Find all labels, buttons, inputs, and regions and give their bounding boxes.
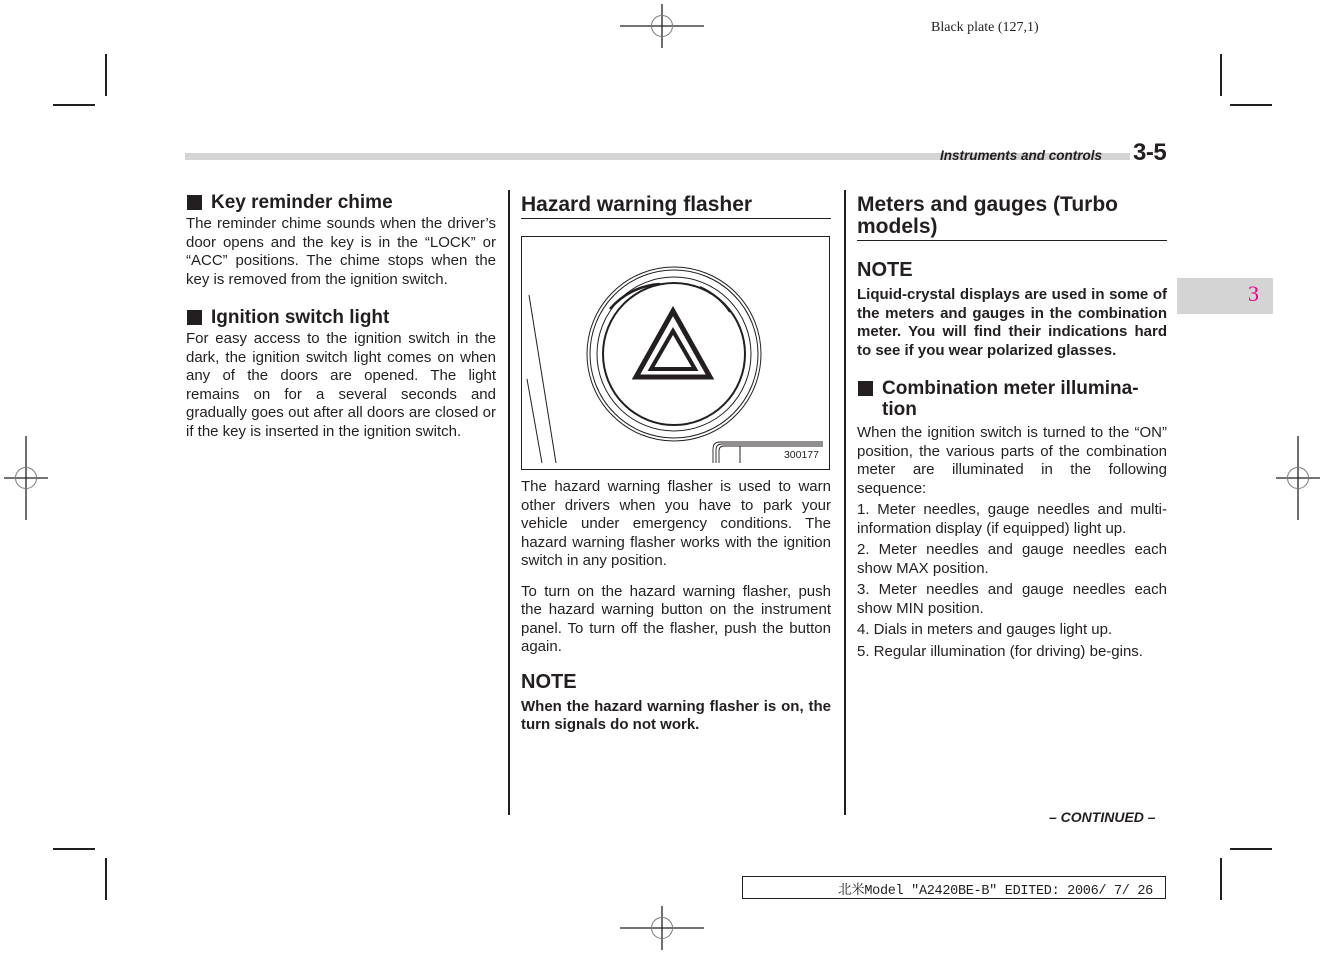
square-bullet-icon [187, 310, 202, 325]
registration-mark-icon [620, 888, 704, 972]
hazard-button-figure [521, 236, 830, 470]
column-divider [844, 190, 846, 815]
note-heading: NOTE [521, 670, 577, 693]
list-item: 2. Meter needles and gauge needles each show MAX position. [857, 541, 1167, 577]
crop-mark [53, 848, 95, 850]
crop-mark [105, 54, 107, 96]
paragraph: The hazard warning flasher is used to warn other drivers when you have to park your vehicle under emergency conditions. The hazard warning flasher works with the ignition switch in any position. [521, 478, 831, 569]
plate-label: Black plate (127,1) [931, 20, 1039, 35]
list-item: 1. Meter needles, gauge needles and multi-information display (if equipped) light up. [857, 501, 1167, 537]
crop-mark [105, 858, 107, 900]
hazard-warning-button-icon [522, 237, 829, 469]
note-heading: NOTE [857, 259, 913, 281]
crop-mark [1220, 54, 1222, 96]
column-3 [857, 188, 1167, 664]
square-bullet-icon [187, 195, 202, 210]
column-1 [186, 188, 496, 453]
figure-code: 300177 [783, 449, 819, 461]
square-bullet-icon [858, 381, 873, 396]
registration-mark-icon [620, 0, 704, 70]
list-item: 3. Meter needles and gauge needles each show MIN position. [857, 581, 1167, 617]
crop-mark [53, 104, 95, 106]
chapter-number: 3 [1248, 281, 1259, 306]
note-text: When the hazard warning flasher is on, the turn signals do not work. [521, 697, 831, 733]
column-divider [508, 190, 510, 815]
registration-mark-icon [1256, 436, 1327, 520]
section-ignition-switch-light [186, 307, 496, 441]
column-2 [521, 188, 831, 735]
subsection-heading [857, 378, 1167, 420]
edit-info: 北米Model "A2420BE-B" EDITED: 2006/ 7/ 26 [837, 884, 1153, 899]
list-item: 5. Regular illumination (for driving) be-gins. [857, 642, 1143, 660]
paragraph: When the ignition switch is turned to the “ON” position, the various parts of the combination meter are illuminated in the following sequence: [857, 424, 1167, 497]
subsection-heading [186, 307, 496, 328]
paragraph: For easy access to the ignition switch in the dark, the ignition switch light comes on when any of the doors are opened. The light remains on for a several seconds and gradually goes out after all doors are closed or if the key is inserted in the ignition switch. [186, 330, 496, 440]
footer-edit-box [742, 876, 1166, 899]
crop-mark [1230, 104, 1272, 106]
section-heading: Meters and gauges (Turbo models) [857, 194, 1167, 241]
section-title: Instruments and controls [940, 148, 1103, 163]
subsection-heading [186, 192, 496, 213]
heading-text: Ignition switch light [211, 307, 390, 328]
page-number: 3-5 [1133, 139, 1167, 166]
paragraph: To turn on the hazard warning flasher, push the hazard warning button on the instrument panel. To turn off the flasher, push the button again. [521, 582, 831, 655]
heading-text: Combination meter illumina-tion [882, 378, 1139, 420]
section-heading: Hazard warning flasher [521, 194, 831, 219]
heading-text: Key reminder chime [211, 192, 393, 213]
crop-mark [1220, 858, 1222, 900]
note-text: Liquid-crystal displays are used in some of the meters and gauges in the combination meter. You will find their indications hard to see if you wear polarized glasses. [857, 286, 1167, 359]
section-key-reminder-chime [186, 192, 496, 289]
crop-mark [1230, 848, 1272, 850]
continued-label: – CONTINUED – [1049, 809, 1156, 825]
paragraph: The reminder chime sounds when the driver’s door opens and the key is in the “LOCK” or “ACC” positions. The chime stops when the key is removed from the ignition switch. [186, 215, 496, 288]
registration-mark-icon [0, 436, 68, 520]
list-item: 4. Dials in meters and gauges light up. [857, 621, 1113, 638]
chapter-tab [1177, 278, 1273, 314]
